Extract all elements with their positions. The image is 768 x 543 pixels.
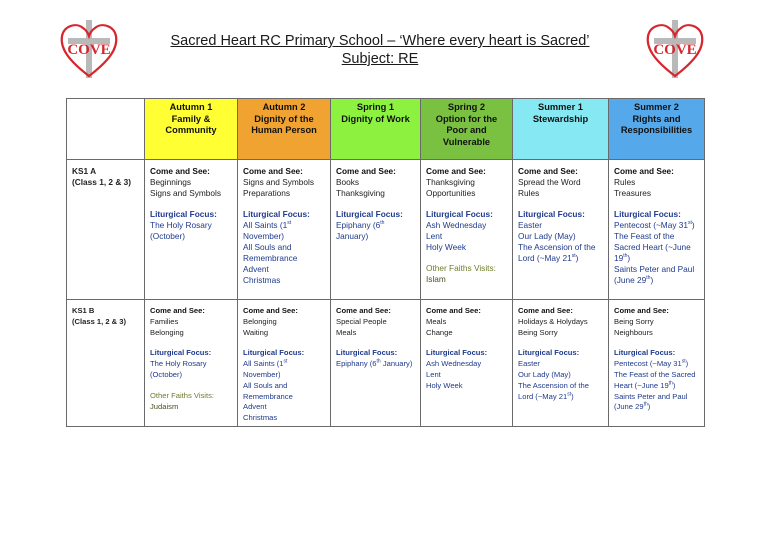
liturgical-focus-label: Liturgical Focus: [336, 209, 403, 219]
liturgical-item: All Saints (1st November) [243, 220, 292, 241]
term-cell [609, 300, 705, 427]
liturgical-focus-label: Liturgical Focus: [426, 209, 493, 219]
liturgical-item: Our Lady (May) [518, 369, 571, 379]
topic-item: Meals [426, 316, 447, 326]
table-row [67, 300, 705, 427]
term-cell [421, 300, 513, 427]
liturgical-item: Lent [426, 369, 441, 379]
liturgical-item: All Saints (1st November) [243, 358, 288, 379]
topic-item: Families [150, 316, 179, 326]
liturgical-item: Advent [243, 264, 269, 274]
liturgical-item: The Feast of the Sacred Heart (~June 19th) [614, 369, 696, 390]
liturgical-item: Pentecost (~May 31st) [614, 358, 689, 369]
topic-item: Beginnings [150, 177, 192, 187]
come-and-see-label: Come and See: [150, 306, 205, 315]
liturgical-item: Epiphany (6th January) [336, 220, 385, 241]
come-and-see-label: Come and See: [336, 306, 391, 315]
topic-item: Preparations [243, 188, 291, 198]
topic-item: Belonging [150, 327, 184, 337]
liturgical-focus-label: Liturgical Focus: [614, 209, 681, 219]
come-and-see-label: Come and See: [518, 166, 578, 176]
liturgical-item: The Ascension of the Lord (~May 21st) [518, 380, 589, 401]
topic-item: Signs and Symbols [150, 188, 222, 198]
topic-item: Change [426, 327, 453, 337]
topic-item: Thanksgiving [426, 177, 475, 187]
topic-item: Rules [614, 177, 636, 187]
come-and-see-label: Come and See: [150, 166, 210, 176]
other-faiths-label: Other Faiths Visits: [150, 390, 215, 400]
liturgical-item: Our Lady (May) [518, 231, 576, 241]
come-and-see-label: Come and See: [426, 306, 481, 315]
subject-title: Subject: RE [341, 51, 419, 67]
term-header-summer2: Summer 2 Rights and Responsibilities [609, 99, 705, 160]
come-and-see-label: Come and See: [243, 306, 298, 315]
topic-item: Meals [336, 327, 357, 337]
term-cell [238, 160, 331, 300]
liturgical-item: All Souls and Remembrance [243, 380, 293, 401]
liturgical-item: Easter [518, 359, 540, 369]
come-and-see-label: Come and See: [614, 166, 674, 176]
other-faiths-item: Islam [426, 274, 446, 284]
liturgical-item: Advent [243, 402, 267, 412]
term-header-summer1: Summer 1 Stewardship [513, 99, 609, 160]
liturgical-focus-label: Liturgical Focus: [150, 348, 212, 358]
topic-item: Holidays & Holydays [518, 316, 588, 326]
term-cell [513, 160, 609, 300]
liturgical-focus-label: Liturgical Focus: [518, 209, 585, 219]
topic-item: Signs and Symbols [243, 177, 315, 187]
liturgical-item: The Holy Rosary (October) [150, 220, 212, 241]
topic-item: Belonging [243, 316, 277, 326]
term-header-autumn2: Autumn 2 Dignity of the Human Person [238, 99, 331, 160]
liturgical-focus-label: Liturgical Focus: [150, 209, 217, 219]
liturgical-item: The Feast of the Sacred Heart (~June 19th) [614, 231, 691, 263]
liturgical-item: Christmas [243, 413, 278, 423]
liturgical-item: Holy Week [426, 242, 466, 252]
topic-item: Special People [336, 316, 387, 326]
term-cell [421, 160, 513, 300]
liturgical-item: Christmas [243, 275, 281, 285]
table-row [67, 160, 705, 300]
liturgical-item: Pentecost (~May 31st) [614, 220, 695, 230]
term-header-autumn1: Autumn 1 Family & Community [145, 99, 238, 160]
corner-cell [67, 99, 145, 160]
topic-item: Rules [518, 188, 540, 198]
term-cell [331, 300, 421, 427]
liturgical-focus-label: Liturgical Focus: [243, 209, 310, 219]
come-and-see-label: Come and See: [426, 166, 486, 176]
liturgical-item: Ash Wednesday [426, 220, 487, 230]
document-header [120, 33, 640, 68]
liturgical-item: Lent [426, 231, 443, 241]
come-and-see-label: Come and See: [336, 166, 396, 176]
liturgical-item: The Ascension of the Lord (~May 21st) [518, 242, 596, 263]
term-header-row [67, 99, 705, 160]
school-logo-left [58, 18, 120, 80]
liturgical-focus-label: Liturgical Focus: [614, 348, 676, 358]
term-cell [145, 300, 238, 427]
liturgical-item: Saints Peter and Paul (June 29th) [614, 264, 695, 285]
topic-item: Thanksgiving [336, 188, 385, 198]
topic-item: Being Sorry [614, 316, 654, 326]
re-curriculum-table [66, 98, 705, 427]
term-cell [145, 160, 238, 300]
term-cell [331, 160, 421, 300]
row-header-ks1b: KS1 B (Class 1, 2 & 3) [67, 300, 145, 427]
row-header-ks1a: KS1 A (Class 1, 2 & 3) [67, 160, 145, 300]
other-faiths-label: Other Faiths Visits: [426, 263, 496, 273]
come-and-see-label: Come and See: [614, 306, 669, 315]
liturgical-item: Ash Wednesday [426, 359, 482, 369]
svg-text:COVE: COVE [653, 42, 697, 58]
term-header-spring2: Spring 2 Option for the Poor and Vulnerable [421, 99, 513, 160]
liturgical-focus-label: Liturgical Focus: [336, 348, 398, 358]
topic-item: Neighbours [614, 327, 653, 337]
liturgical-focus-label: Liturgical Focus: [426, 348, 488, 358]
liturgical-focus-label: Liturgical Focus: [243, 348, 305, 358]
liturgical-item: All Souls and Remembrance [243, 242, 298, 263]
come-and-see-label: Come and See: [243, 166, 303, 176]
term-cell [513, 300, 609, 427]
liturgical-item: The Holy Rosary (October) [150, 359, 207, 379]
come-and-see-label: Come and See: [518, 306, 573, 315]
term-header-spring1: Spring 1 Dignity of Work [331, 99, 421, 160]
term-cell [609, 160, 705, 300]
topic-item: Treasures [614, 188, 652, 198]
topic-item: Being Sorry [518, 327, 558, 337]
other-faiths-item: Judaism [150, 401, 179, 411]
term-cell [238, 300, 331, 427]
liturgical-item: Epiphany (6th January) [336, 358, 413, 369]
svg-text:COVE: COVE [67, 42, 111, 58]
topic-item: Opportunities [426, 188, 476, 198]
liturgical-item: Holy Week [426, 380, 463, 390]
topic-item: Books [336, 177, 360, 187]
topic-item: Spread the Word [518, 177, 581, 187]
school-logo-right [644, 18, 706, 80]
topic-item: Waiting [243, 327, 269, 337]
liturgical-item: Easter [518, 220, 542, 230]
liturgical-item: Saints Peter and Paul (June 29th) [614, 391, 688, 412]
liturgical-focus-label: Liturgical Focus: [518, 348, 580, 358]
page-title: Sacred Heart RC Primary School – ‘Where every heart is Sacred’ [170, 33, 590, 49]
